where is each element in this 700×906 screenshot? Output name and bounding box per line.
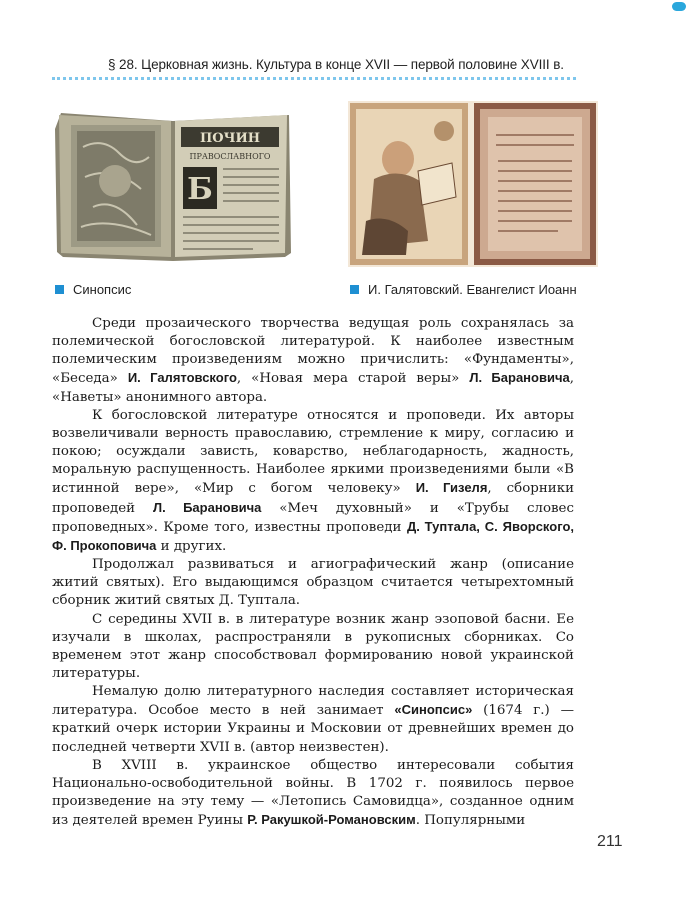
paragraph-hagiography: Продолжал развиваться и агиографический жанр (описание житий святых). Его выдающимся образцом считается четырехтомный сборник житий святых Д. Туптала. xyxy=(52,557,574,609)
header-dotted-rule xyxy=(52,77,576,80)
caption-synopsis-text: Синопсис xyxy=(73,282,132,297)
caption-marker-icon xyxy=(55,285,64,294)
publisher-logo xyxy=(672,2,686,11)
initial-letter: Б xyxy=(187,172,213,207)
evangelist-john-image xyxy=(348,101,598,267)
paragraph-historical: Немалую долю литературного наследия составляет историческая литература. Особое место в ней занимает «Синопсис» (1674 г.) — краткий очерк истории Украины и Московии от древнейших времен до последней четверти XVII в. (автор неизвестен). xyxy=(52,684,574,755)
paragraph-sermons: К богословской литературе относятся и проповеди. Их авторы возвеличивали верность православию, стремление к миру, согласию и покою; осуждали зависть, коварство, неблагодарность, жадность, моральную распущенность. Наиболее яркими произведениями были «В истинной вере», «Мир с богом человеку» И. Гизеля, сборники проповедей Л. Барановича «Меч духовный» и «Трубы словес проповедных». Кроме того, известны проповеди Д. Туптала, С. Яворского, Ф. Прокоповича и других. xyxy=(52,407,575,554)
main-text xyxy=(52,315,574,830)
paragraph-fables: С середины XVII в. в литературе возник жанр эзоповой басни. Ее изучали в школах, распространяли в рукописных сборниках. Со временем этот жанр способствовал формированию новой украинской литературы. xyxy=(52,611,574,681)
caption-evangelist-text: И. Галятовский. Евангелист Иоанн xyxy=(368,282,577,297)
book-subtitle-text: ПРАВОСЛАВНОГО xyxy=(189,152,271,161)
section-header: § 28. Церковная жизнь. Культура в конце XVII — первой половине XVIII в. xyxy=(108,57,564,72)
synopsis-book-image xyxy=(53,107,293,265)
caption-synopsis xyxy=(55,282,131,297)
caption-evangelist xyxy=(350,282,577,297)
caption-marker-icon xyxy=(350,285,359,294)
paragraph-chronicle: В XVIII в. украинское общество интересовали события Национально-освободительной войны. В 1702 г. появилось первое произведение на эту тему — «Летопись Самовидца», созданное одним из деятелей времен Руины Р. Ракушкой-Романовским. Популярными xyxy=(52,757,574,829)
paragraph-polemic: Среди прозаического творчества ведущая роль сохранялась за полемической богословской литературой. К наиболее известным полемическим произведениям можно причислить: «Фундаменты», «Беседа» И. Галятовского, «Новая мера старой веры» Л. Барановича, «Наветы» анонимного автора. xyxy=(52,316,574,405)
page-number: 211 xyxy=(597,833,623,850)
book-title-text: ПОЧИН xyxy=(199,131,261,146)
